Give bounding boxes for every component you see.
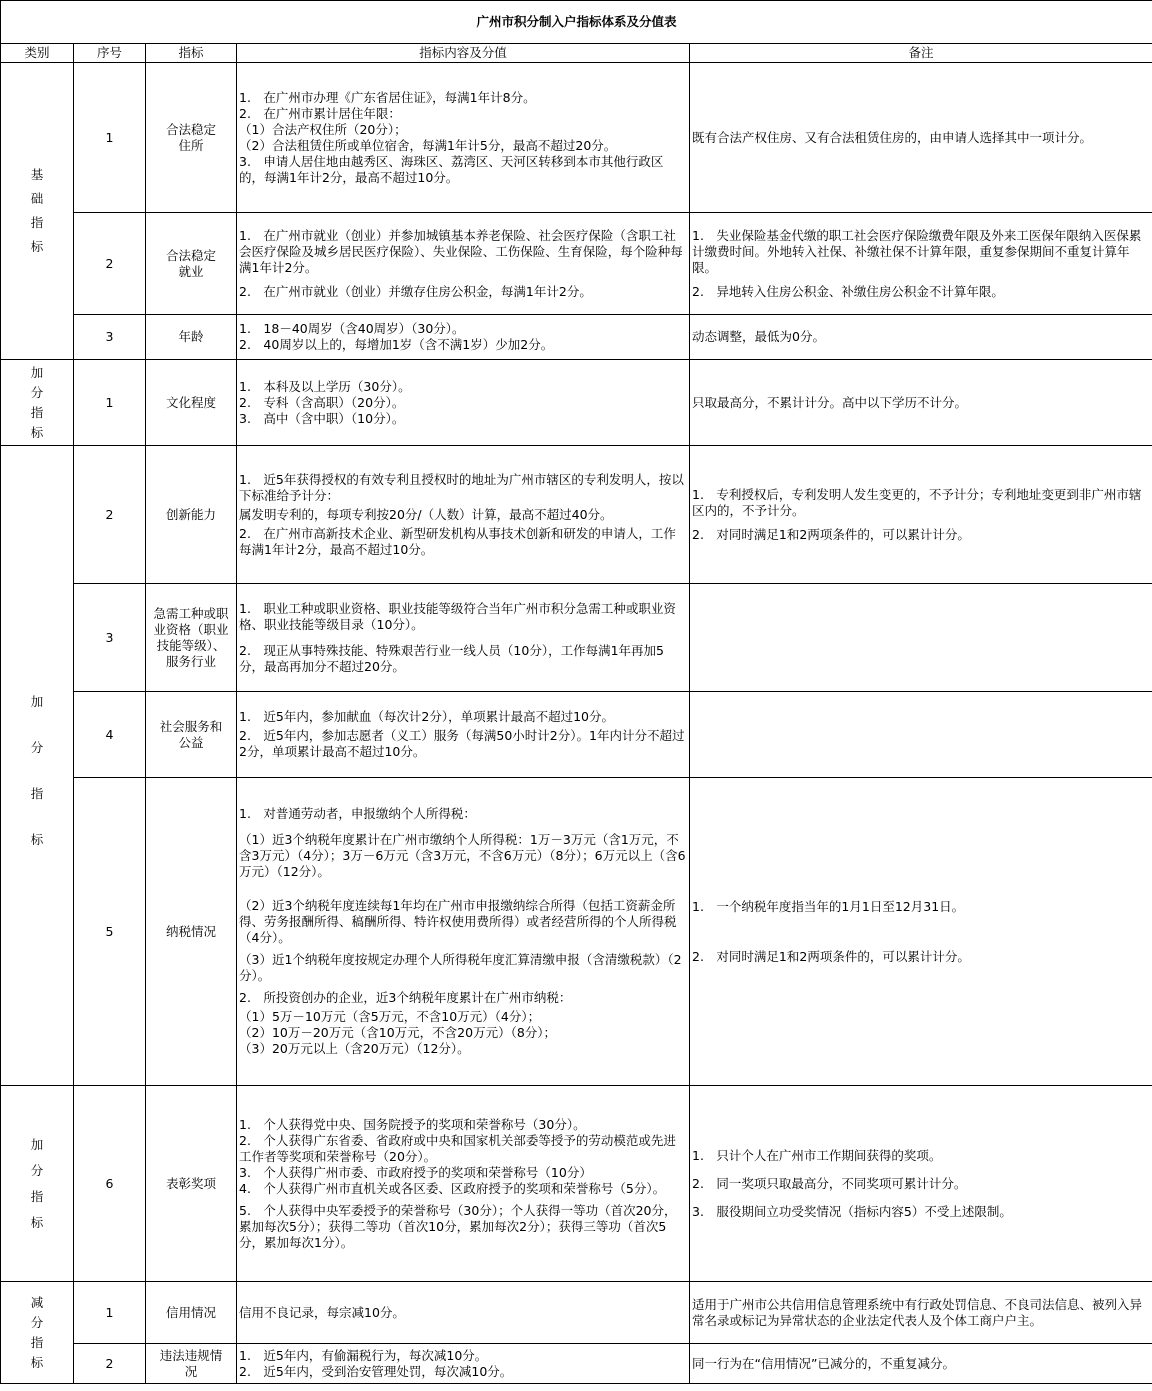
- note-line: 只取最高分，不累计计分。高中以下学历不计分。: [692, 394, 968, 410]
- row-number: 2: [74, 446, 146, 584]
- table-row: [1, 1282, 1152, 1344]
- table-title: 广州市积分制入户指标体系及分值表: [1, 1, 1152, 44]
- header-number: 序号: [74, 44, 146, 63]
- row-number: 5: [74, 778, 146, 1086]
- category-char: 标: [30, 239, 44, 254]
- table-row: [1, 584, 1152, 692]
- content-line: 2. 现正从事特殊技能、特殊艰苦行业一线人员（10分），工作每满1年再加5分，最高再加分不超过20分。: [239, 642, 664, 674]
- row-number: 2: [74, 213, 146, 315]
- indicator-name-text: 急需工种或职业资格（职业技能等级）、服务行业: [153, 605, 229, 669]
- header-note: 备注: [690, 44, 1152, 63]
- content-line: 1. 近5年获得授权的有效专利且授权时的地址为广州市辖区的专利发明人，按以下标准给予计分：: [239, 471, 684, 503]
- indicator-note: [690, 63, 1152, 213]
- category-char: 分: [30, 1162, 44, 1178]
- category-char: 分: [30, 1314, 44, 1330]
- content-line: 1. 在广州市就业（创业）并参加城镇基本养老保险、社会医疗保险（含职工社会医疗保险及城乡居民医疗保险）、失业保险、工伤保险、生育保险，每个险种每满1年计2分。: [239, 227, 683, 275]
- category-char: 分: [30, 739, 44, 755]
- table-row: [1, 446, 1152, 584]
- content-line: 2. 在广州市高新技术企业、新型研发机构从事技术创新和研发的申请人，工作每满1年计2分，最高不超过10分。: [239, 525, 676, 557]
- header-indicator: 指标: [146, 44, 237, 63]
- indicator-note: [690, 1344, 1152, 1384]
- indicator-name: [146, 63, 237, 213]
- indicator-name: 年龄: [146, 315, 237, 360]
- indicator-note: [690, 315, 1152, 360]
- content-line: （2）近3个纳税年度连续每1年均在广州市申报缴纳综合所得（包括工资薪金所得、劳务报酬所得、稿酬所得、特许权使用费所得）或者经营所得的个人所得税（4分）。: [239, 898, 677, 945]
- content-line: （2）10万－20万元（含10万元，不含20万元）（8分）；: [239, 1025, 557, 1040]
- content-line: 2. 在广州市就业（创业）并缴存住房公积金，每满1年计2分。: [239, 283, 592, 299]
- category-bonus: [1, 446, 74, 1086]
- indicator-name: 创新能力: [146, 446, 237, 584]
- table-row: [1, 778, 1152, 1086]
- category-char: 指: [30, 215, 44, 230]
- indicator-content: [237, 692, 690, 778]
- row-number: 1: [74, 360, 146, 446]
- indicator-content: [237, 360, 690, 446]
- indicator-name: 信用情况: [146, 1282, 237, 1344]
- header-category: 类别: [1, 44, 74, 63]
- indicator-note: [690, 692, 1152, 778]
- indicator-note: [690, 213, 1152, 315]
- category-deduct: [1, 1282, 74, 1384]
- table-row: [1, 315, 1152, 360]
- row-number: 2: [74, 1344, 146, 1384]
- content-line: （3）20万元以上（含20万元）（12分）。: [239, 1041, 470, 1056]
- category-char: 分: [30, 384, 44, 400]
- indicator-name: [146, 692, 237, 778]
- indicator-name: 文化程度: [146, 360, 237, 446]
- note-line: 1. 专利授权后，专利发明人发生变更的，不予计分；专利地址变更到非广州市辖区内的，不予计分。: [692, 486, 1142, 518]
- indicator-note: [690, 584, 1152, 692]
- content-line: 1. 对普通劳动者，申报缴纳个人所得税：: [239, 806, 476, 821]
- indicator-content: [237, 1086, 690, 1282]
- row-number: 6: [74, 1086, 146, 1282]
- note-line: 3. 服役期间立功受奖情况（指标内容5）不受上述限制。: [692, 1203, 1012, 1219]
- table-row: [1, 1086, 1152, 1282]
- note-line: 1. 失业保险基金代缴的职工社会医疗保险缴费年限及外来工医保年限纳入医保累计缴费时间。外地转入社保、补缴社保不计算年限，重复参保期间不重复计算年限。: [692, 227, 1142, 275]
- note-line: 2. 异地转入住房公积金、补缴住房公积金不计算年限。: [692, 283, 1004, 299]
- note-line: 适用于广州市公共信用信息管理系统中有行政处罚信息、不良司法信息、被列入异常名录或标记为异常状态的企业法定代表人及个体工商户户主。: [692, 1296, 1143, 1328]
- content-line: 2. 近5年内，受到治安管理处罚，每次减10分。: [239, 1363, 513, 1379]
- indicator-name: 表彰奖项: [146, 1086, 237, 1282]
- content-line: （2）合法租赁住所或单位宿舍，每满1年计5分，最高不超过20分。: [239, 137, 617, 153]
- table-row: [1, 360, 1152, 446]
- category-char: 减: [30, 1294, 44, 1310]
- content-line: 5. 个人获得中央军委授予的荣誉称号（30分）；个人获得一等功（首次20分，累加每次5分）；获得二等功（首次10分，累加每次2分）；获得三等功（首次5分，累加每次1分）。: [239, 1202, 677, 1250]
- note-line: 1. 一个纳税年度指当年的1月1日至12月31日。: [692, 898, 965, 914]
- indicator-note: [690, 778, 1152, 1086]
- indicator-note: [690, 1086, 1152, 1282]
- indicator-content: [237, 584, 690, 692]
- category-char: 标: [30, 1214, 44, 1230]
- category-char: 指: [30, 1334, 44, 1350]
- content-line: 1. 个人获得党中央、国务院授予的奖项和荣誉称号（30分）。: [239, 1116, 586, 1132]
- row-number: 1: [74, 1282, 146, 1344]
- indicator-content: [237, 446, 690, 584]
- content-line: 信用不良记录，每宗减10分。: [239, 1304, 405, 1320]
- indicator-name-text: 合法稳定就业: [165, 247, 216, 279]
- row-number: 3: [74, 584, 146, 692]
- indicator-content: [237, 213, 690, 315]
- header-content: 指标内容及分值: [237, 44, 690, 63]
- note-line: 2. 对同时满足1和2两项条件的，可以累计计分。: [692, 948, 970, 964]
- indicator-name-text: 合法稳定住所: [165, 121, 216, 153]
- row-number: 3: [74, 315, 146, 360]
- content-line: 2. 个人获得广东省委、省政府或中央和国家机关部委等授予的劳动模范或先进工作者等奖项和荣誉称号（20分）。: [239, 1132, 676, 1164]
- indicator-name: 纳税情况: [146, 778, 237, 1086]
- category-char: 指: [30, 1188, 44, 1204]
- note-line: 同一行为在“信用情况”已减分的，不重复减分。: [692, 1355, 955, 1371]
- category-basic: [1, 63, 74, 360]
- indicator-note: [690, 1282, 1152, 1344]
- content-line: 1. 在广州市办理《广东省居住证》，每满1年计8分。: [239, 89, 536, 105]
- content-line: （1）近3个纳税年度累计在广州市缴纳个人所得税：1万－3万元（含1万元，不含3万元）（4分）；3万－6万元（含3万元，不含6万元）（8分）；6万元以上（含6万元）（12分）。: [239, 832, 686, 879]
- indicator-name-text: 违法违规情况: [159, 1347, 223, 1379]
- category-char: 加: [30, 364, 44, 380]
- indicator-name: [146, 213, 237, 315]
- indicator-content: [237, 1344, 690, 1384]
- content-line: 3. 高中（含中职）（10分）。: [239, 410, 405, 426]
- content-line: 2. 专科（含高职）（20分）。: [239, 394, 405, 410]
- table-row: [1, 692, 1152, 778]
- table-row: [1, 1344, 1152, 1384]
- indicator-name: [146, 1344, 237, 1384]
- note-line: 既有合法产权住房、又有合法租赁住房的，由申请人选择其中一项计分。: [692, 129, 1093, 145]
- content-line: （1）合法产权住所（20分）；: [239, 121, 407, 137]
- content-line: 2. 在广州市累计居住年限：: [239, 105, 401, 121]
- category-char: 标: [30, 831, 44, 847]
- table-row: [1, 213, 1152, 315]
- content-line: 1. 近5年内，有偷漏税行为，每次减10分。: [239, 1347, 488, 1363]
- indicator-name: [146, 584, 237, 692]
- indicator-note: [690, 360, 1152, 446]
- content-line: 2. 所投资创办的企业，近3个纳税年度累计在广州市纳税：: [239, 990, 572, 1005]
- content-line: 1. 近5年内，参加献血（每次计2分），单项累计最高不超过10分。: [239, 709, 614, 724]
- content-line: 1. 本科及以上学历（30分）。: [239, 378, 411, 394]
- category-char: 础: [30, 191, 44, 206]
- indicator-content: [237, 63, 690, 213]
- content-line: 1. 职业工种或职业资格、职业技能等级符合当年广州市积分急需工种或职业资格、职业技能等级目录（10分）。: [239, 600, 676, 632]
- row-number: 1: [74, 63, 146, 213]
- content-line: 4. 个人获得广州市直机关或各区委、区政府授予的奖项和荣誉称号（5分）。: [239, 1180, 666, 1196]
- indicator-content: [237, 1282, 690, 1344]
- note-line: 2. 同一奖项只取最高分，不同奖项可累计计分。: [692, 1175, 967, 1191]
- category-bonus: [1, 1086, 74, 1282]
- indicator-content: [237, 778, 690, 1086]
- content-line: （3）近1个纳税年度按规定办理个人所得税年度汇算清缴申报（含清缴税款）（2分）。: [239, 952, 682, 983]
- category-char: 基: [30, 167, 44, 182]
- category-char: 标: [30, 1354, 44, 1370]
- category-char: 标: [30, 424, 44, 440]
- category-char: 指: [30, 785, 44, 801]
- category-bonus: [1, 360, 74, 446]
- content-line: （1）5万－10万元（含5万元，不含10万元）（4分）；: [239, 1009, 541, 1024]
- content-line: 2. 40周岁以上的，每增加1岁（含不满1岁）少加2分。: [239, 337, 554, 352]
- content-line: 3. 申请人居住地由越秀区、海珠区、荔湾区、天河区转移到本市其他行政区的，每满1年计2分，最高不超过10分。: [239, 153, 664, 185]
- content-line: 属发明专利的，每项专利按20分/（人数）计算，最高不超过40分。: [239, 506, 613, 522]
- row-number: 4: [74, 692, 146, 778]
- table-row: [1, 63, 1152, 213]
- indicator-note: [690, 446, 1152, 584]
- category-char: 加: [30, 693, 44, 709]
- category-char: 加: [30, 1136, 44, 1152]
- note-line: 2. 对同时满足1和2两项条件的，可以累计计分。: [692, 526, 970, 542]
- indicator-name-text: 社会服务和公益: [159, 718, 223, 750]
- content-line: 3. 个人获得广州市委、市政府授予的奖项和荣誉称号（10分）: [239, 1164, 592, 1180]
- category-char: 指: [30, 404, 44, 420]
- content-line: 1. 18－40周岁（含40周岁）（30分）。: [239, 321, 465, 336]
- note-line: 1. 只计个人在广州市工作期间获得的奖项。: [692, 1147, 942, 1163]
- header-row: [1, 44, 1152, 63]
- indicator-content: [237, 315, 690, 360]
- note-line: 动态调整，最低为0分。: [692, 329, 825, 344]
- content-line: 2. 近5年内，参加志愿者（义工）服务（每满50小时计2分）。1年内计分不超过2分，单项累计最高不超过10分。: [239, 728, 685, 759]
